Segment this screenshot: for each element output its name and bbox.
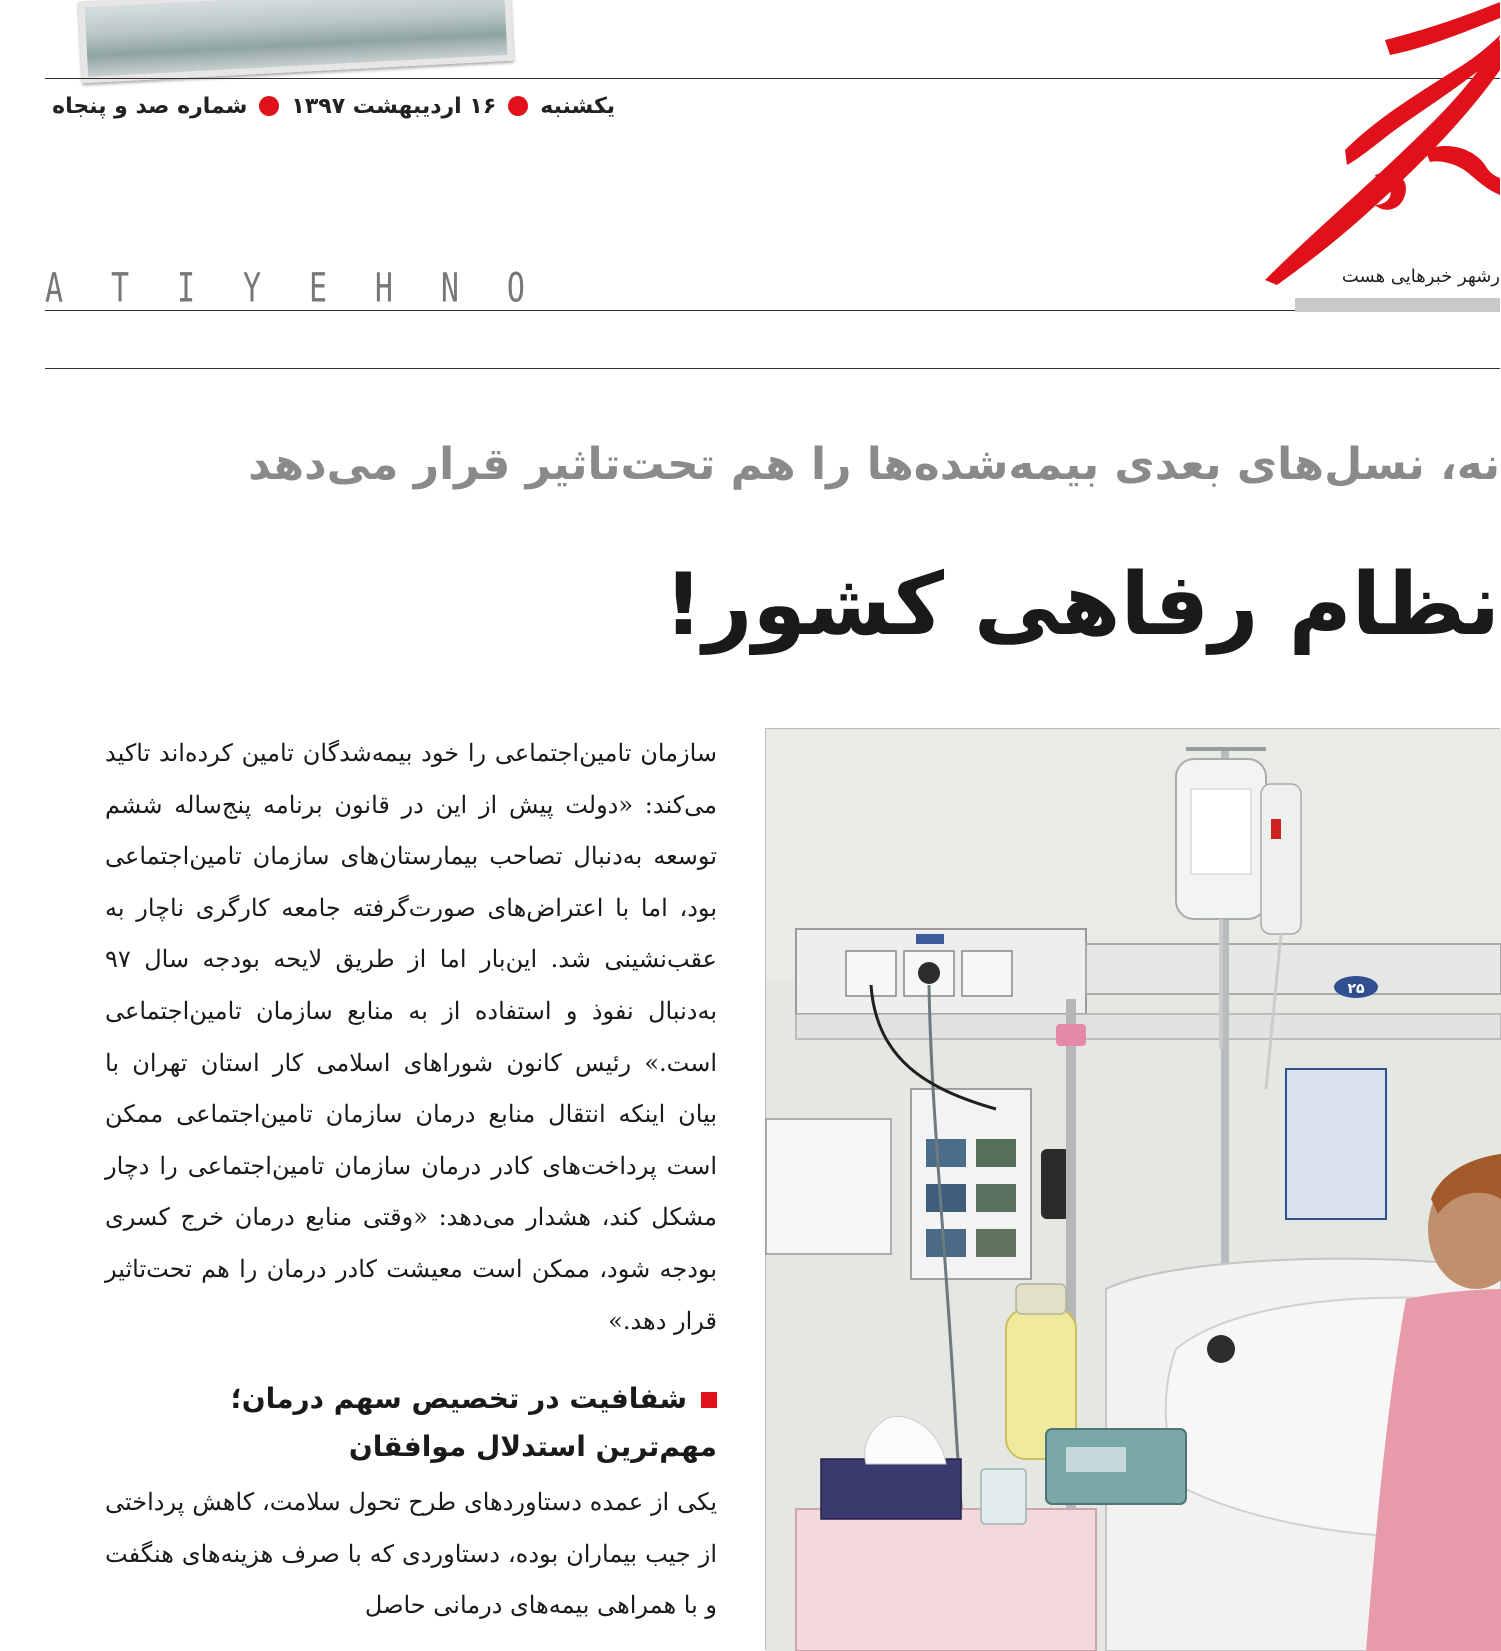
- article-photo: [765, 728, 1500, 1650]
- letter: E: [308, 264, 327, 312]
- header-bottom-rule: [45, 368, 1500, 369]
- top-teaser-photo: [78, 0, 514, 83]
- letter: I: [176, 264, 196, 312]
- hospital-room-illustration: [766, 729, 1501, 1651]
- red-dot-icon: [259, 96, 279, 116]
- article-subheadline: نه، نسل‌های بعدی بیمه‌شده‌ها را هم تحت‌تاثیر قرار می‌دهد: [248, 439, 1500, 490]
- letter: H: [374, 264, 393, 312]
- article-paragraph: سازمان تامین‌اجتماعی را خود بیمه‌شدگان تامین کرده‌اند تاکید می‌کند: «دولت پیش از این در قانون برنامه پنج‌ساله ششم توسعه به‌دنبال تصاحب بیمارستان‌های سازمان تامین‌اجتماعی بود، اما با اعتراض‌های صورت‌گرفته جامعه کارگری ناچار به عقب‌نشینی شد. این‌بار اما از طریق لایحه بودجه سال ۹۷ به‌دنبال نفوذ و استفاده از به منابع سازمان تامین‌اجتماعی است.» رئیس کانون شوراهای اسلامی کار استان تهران با بیان اینکه انتقال منابع درمان سازمان تامین‌اجتماعی ممکن است پرداخت‌های کادر درمان سازمان تامین‌اجتماعی را دچار مشکل کند، هشدار می‌دهد: «وقتی منابع درمان خرج کسری بودجه شود، ممکن است معیشت کادر درمان را هم تحت‌تاثیر قرار دهد.»: [105, 739, 717, 1335]
- red-dot-icon: [508, 96, 528, 116]
- dateline-issue: شماره صد و پنجاه: [52, 93, 248, 119]
- letter: A: [45, 264, 64, 312]
- dateline-date: ۱۶ اردیبهشت ۱۳۹۷: [291, 93, 497, 119]
- letter: T: [110, 264, 130, 312]
- masthead-rule: [45, 310, 1295, 311]
- bed-number-text: ۲۵: [1347, 981, 1365, 997]
- section-heading: [105, 1375, 717, 1471]
- red-square-icon: [701, 1392, 717, 1408]
- article-paragraph: یکی از عمده دستاوردهای طرح تحول سلامت، کاهش پرداختی از جیب بیماران بوده، دستاوردی که با صرف هزینه‌های هنگفت و با همراهی بیمه‌های درمانی حاصل: [105, 1488, 717, 1620]
- masthead-gray-bar: [1295, 298, 1500, 312]
- article-body-column: [105, 728, 717, 1632]
- masthead-tagline: رشهر خبرهایی هست: [1341, 266, 1500, 287]
- section-heading-text: شفافیت در تخصیص سهم درمان؛ مهم‌ترین استدلال موافقان: [230, 1382, 717, 1464]
- article-headline: نظام رفاهی کشور!: [663, 555, 1500, 655]
- masthead-letters: [45, 264, 525, 312]
- letter: Y: [242, 264, 262, 312]
- newspaper-logo: [1225, 0, 1500, 290]
- letter: O: [506, 264, 525, 312]
- dateline-weekday: یکشنبه: [540, 93, 615, 119]
- dateline: [45, 88, 615, 124]
- letter: N: [440, 264, 459, 312]
